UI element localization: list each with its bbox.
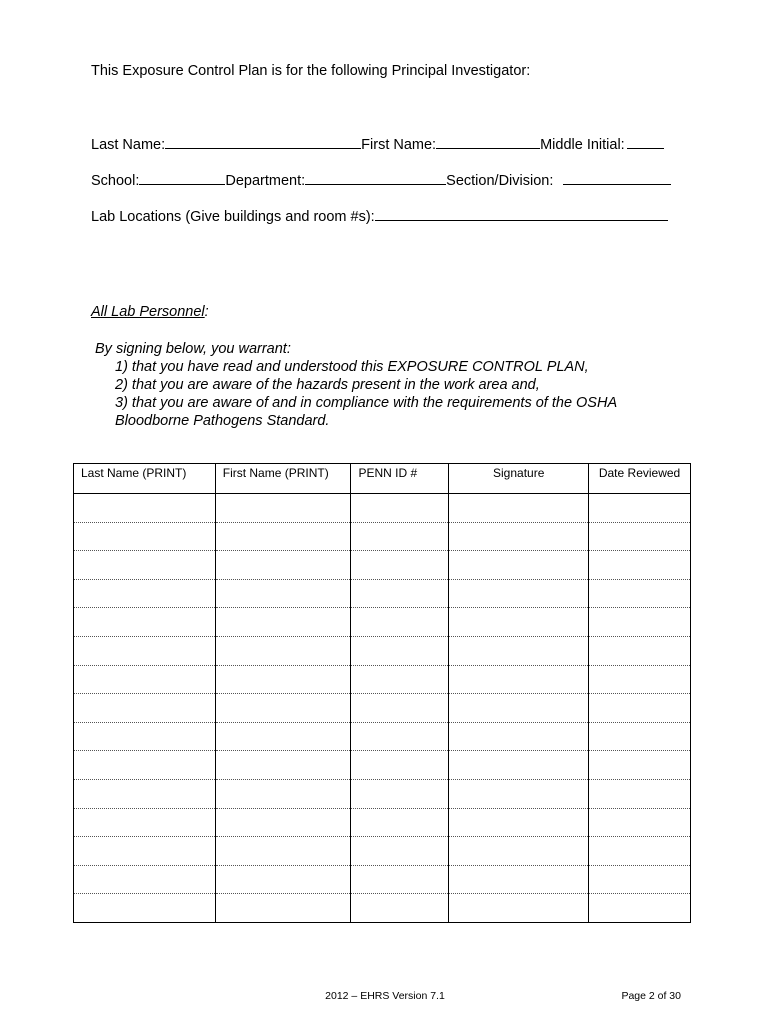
lab-locations-field[interactable]	[375, 206, 668, 221]
last-name-cell[interactable]	[74, 865, 216, 894]
intro-text: This Exposure Control Plan is for the following Principal Investigator:	[91, 63, 531, 79]
first-name-cell[interactable]	[215, 722, 351, 751]
penn-id-cell[interactable]	[351, 894, 449, 923]
last-name-cell[interactable]	[74, 779, 216, 808]
signature-cell[interactable]	[449, 779, 589, 808]
first-name-cell[interactable]	[215, 894, 351, 923]
signature-cell[interactable]	[449, 694, 589, 723]
signature-cell[interactable]	[449, 837, 589, 866]
warrant-intro: By signing below, you warrant:	[95, 341, 291, 357]
school-field[interactable]	[139, 170, 225, 185]
penn-id-cell[interactable]	[351, 551, 449, 580]
lab-locations-row	[91, 206, 668, 225]
signature-cell[interactable]	[449, 808, 589, 837]
col-header-signature: Signature	[449, 464, 589, 494]
first-name-cell[interactable]	[215, 837, 351, 866]
last-name-field[interactable]	[165, 134, 361, 149]
first-name-cell[interactable]	[215, 751, 351, 780]
penn-id-cell[interactable]	[351, 636, 449, 665]
table-body	[74, 494, 691, 923]
penn-id-cell[interactable]	[351, 608, 449, 637]
first-name-cell[interactable]	[215, 779, 351, 808]
penn-id-cell[interactable]	[351, 808, 449, 837]
penn-id-cell[interactable]	[351, 837, 449, 866]
last-name-cell[interactable]	[74, 722, 216, 751]
date-reviewed-cell[interactable]	[589, 694, 691, 723]
department-label: Department:	[225, 173, 306, 189]
date-reviewed-cell[interactable]	[589, 779, 691, 808]
signature-cell[interactable]	[449, 608, 589, 637]
first-name-cell[interactable]	[215, 579, 351, 608]
last-name-cell[interactable]	[74, 894, 216, 923]
table-row	[74, 722, 691, 751]
last-name-cell[interactable]	[74, 837, 216, 866]
last-name-cell[interactable]	[74, 808, 216, 837]
penn-id-cell[interactable]	[351, 522, 449, 551]
date-reviewed-cell[interactable]	[589, 522, 691, 551]
table-row	[74, 865, 691, 894]
signature-cell[interactable]	[449, 551, 589, 580]
first-name-label: First Name:	[361, 137, 437, 153]
penn-id-cell[interactable]	[351, 865, 449, 894]
date-reviewed-cell[interactable]	[589, 579, 691, 608]
lab-locations-label: Lab Locations (Give buildings and room #s):	[91, 209, 375, 225]
last-name-cell[interactable]	[74, 608, 216, 637]
warrant-block	[95, 340, 617, 430]
date-reviewed-cell[interactable]	[589, 665, 691, 694]
first-name-cell[interactable]	[215, 522, 351, 551]
signature-cell[interactable]	[449, 522, 589, 551]
warrant-item-1: 1) that you have read and understood this EXPOSURE CONTROL PLAN,	[115, 359, 589, 375]
date-reviewed-cell[interactable]	[589, 751, 691, 780]
table-row	[74, 751, 691, 780]
first-name-cell[interactable]	[215, 808, 351, 837]
first-name-cell[interactable]	[215, 551, 351, 580]
table-row	[74, 894, 691, 923]
first-name-cell[interactable]	[215, 494, 351, 523]
school-label: School:	[91, 173, 140, 189]
first-name-field[interactable]	[436, 134, 540, 149]
personnel-heading-colon: :	[204, 304, 209, 320]
footer-version: 2012 – EHRS Version 7.1	[325, 990, 445, 1002]
last-name-cell[interactable]	[74, 694, 216, 723]
table-row	[74, 694, 691, 723]
penn-id-cell[interactable]	[351, 779, 449, 808]
table-row	[74, 665, 691, 694]
first-name-cell[interactable]	[215, 608, 351, 637]
pi-name-row	[91, 134, 664, 153]
signature-cell[interactable]	[449, 579, 589, 608]
first-name-cell[interactable]	[215, 665, 351, 694]
last-name-cell[interactable]	[74, 751, 216, 780]
last-name-cell[interactable]	[74, 636, 216, 665]
col-header-last-name: Last Name (PRINT)	[74, 464, 216, 494]
first-name-cell[interactable]	[215, 636, 351, 665]
last-name-label: Last Name:	[91, 137, 166, 153]
table-row	[74, 636, 691, 665]
table-row	[74, 551, 691, 580]
signature-table	[73, 463, 691, 923]
signature-cell[interactable]	[449, 636, 589, 665]
middle-initial-field[interactable]	[627, 134, 664, 149]
date-reviewed-cell[interactable]	[589, 865, 691, 894]
col-header-date-reviewed: Date Reviewed	[589, 464, 691, 494]
date-reviewed-cell[interactable]	[589, 837, 691, 866]
signature-cell[interactable]	[449, 894, 589, 923]
first-name-cell[interactable]	[215, 694, 351, 723]
personnel-heading	[91, 304, 209, 320]
penn-id-cell[interactable]	[351, 722, 449, 751]
penn-id-cell[interactable]	[351, 751, 449, 780]
table-row	[74, 494, 691, 523]
last-name-cell[interactable]	[74, 579, 216, 608]
table-row	[74, 808, 691, 837]
first-name-cell[interactable]	[215, 865, 351, 894]
pi-affiliation-row	[91, 170, 671, 189]
date-reviewed-cell[interactable]	[589, 722, 691, 751]
table-row	[74, 608, 691, 637]
table-row	[74, 579, 691, 608]
date-reviewed-cell[interactable]	[589, 636, 691, 665]
table-row	[74, 837, 691, 866]
signature-cell[interactable]	[449, 665, 589, 694]
date-reviewed-cell[interactable]	[589, 894, 691, 923]
warrant-item-4: Bloodborne Pathogens Standard.	[115, 413, 330, 429]
penn-id-cell[interactable]	[351, 494, 449, 523]
table-row	[74, 522, 691, 551]
date-reviewed-cell[interactable]	[589, 808, 691, 837]
penn-id-cell[interactable]	[351, 579, 449, 608]
signature-cell[interactable]	[449, 494, 589, 523]
last-name-cell[interactable]	[74, 551, 216, 580]
personnel-heading-text: All Lab Personnel	[91, 304, 205, 320]
last-name-cell[interactable]	[74, 665, 216, 694]
signature-cell[interactable]	[449, 865, 589, 894]
table-row	[74, 779, 691, 808]
signature-cell[interactable]	[449, 722, 589, 751]
section-field[interactable]	[563, 170, 671, 185]
section-label: Section/Division:	[446, 173, 554, 189]
warrant-item-3: 3) that you are aware of and in compliance with the requirements of the OSHA	[115, 395, 618, 411]
date-reviewed-cell[interactable]	[589, 494, 691, 523]
col-header-first-name: First Name (PRINT)	[215, 464, 351, 494]
date-reviewed-cell[interactable]	[589, 551, 691, 580]
warrant-item-2: 2) that you are aware of the hazards present in the work area and,	[115, 377, 540, 393]
table-header-row	[74, 464, 691, 494]
col-header-penn-id: PENN ID #	[351, 464, 449, 494]
signature-cell[interactable]	[449, 751, 589, 780]
middle-initial-label: Middle Initial:	[540, 137, 625, 153]
department-field[interactable]	[305, 170, 446, 185]
footer-page-number: Page 2 of 30	[621, 990, 681, 1002]
last-name-cell[interactable]	[74, 522, 216, 551]
penn-id-cell[interactable]	[351, 694, 449, 723]
last-name-cell[interactable]	[74, 494, 216, 523]
date-reviewed-cell[interactable]	[589, 608, 691, 637]
penn-id-cell[interactable]	[351, 665, 449, 694]
